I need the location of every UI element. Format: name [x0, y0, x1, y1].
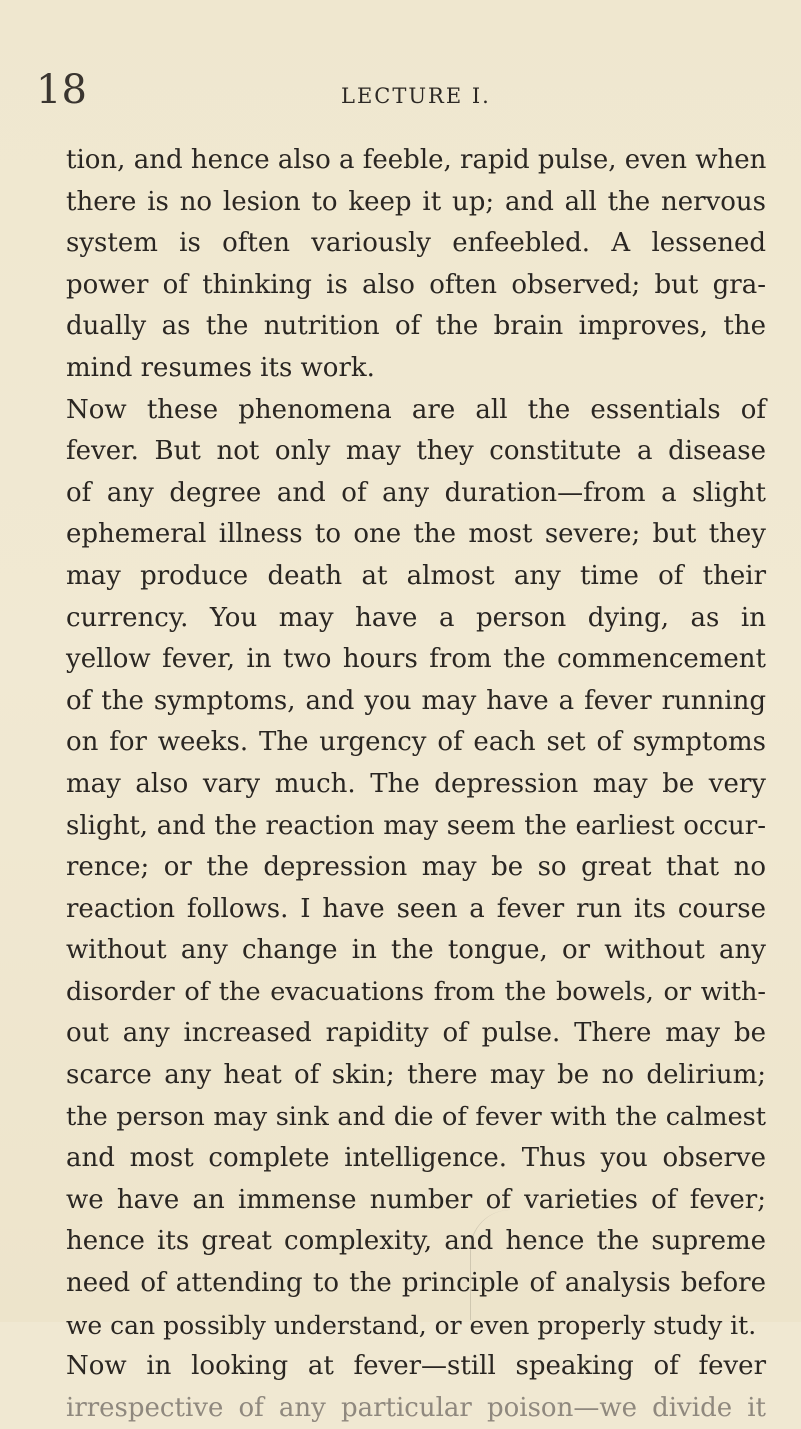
text-line: tion, and hence also a feeble, rapid pulse, even when [66, 145, 767, 175]
text-line: rence; or the depression may be so great that no [66, 852, 766, 883]
text-line: on for weeks. The urgency of each set of symptoms [66, 727, 766, 758]
text-line: out any increased rapidity of pulse. There may be [66, 1018, 766, 1049]
running-head [36, 67, 776, 113]
text-line: slight, and the reaction may seem the earliest occur- [66, 810, 766, 841]
page-number: 18 [36, 67, 87, 113]
text-line: irrespective of any particular poison—we divide it [66, 1392, 766, 1423]
text-line: we have an immense number of varieties of fever; [66, 1184, 766, 1215]
text-line: currency. You may have a person dying, as in [66, 602, 766, 633]
text-line: hence its great complexity, and hence the supreme [66, 1226, 766, 1257]
text-line: reaction follows. I have seen a fever run its course [66, 893, 766, 924]
text-line: scarce any heat of skin; there may be no delirium; [66, 1060, 766, 1091]
text-line: may produce death at almost any time of their [66, 560, 766, 591]
text-line: dually as the nutrition of the brain improves, the [66, 311, 766, 342]
text-line: yellow fever, in two hours from the commencement [66, 644, 766, 675]
text-line: without any change in the tongue, or without any [66, 935, 766, 966]
text-line: there is no lesion to keep it up; and all the nervous [66, 186, 766, 217]
paper-crease [470, 1210, 561, 1320]
text-line: mind resumes its work. [66, 352, 375, 383]
running-title: LECTURE I. [341, 84, 491, 108]
text-line: the person may sink and die of fever with the calmest [66, 1101, 766, 1132]
text-line: of the symptoms, and you may have a fever running [66, 685, 766, 716]
text-line: disorder of the evacuations from the bowels, or with- [66, 976, 766, 1007]
text-line: ephemeral illness to one the most severe; but they [66, 519, 766, 550]
text-line: fever. But not only may they constitute a disease [66, 436, 766, 467]
text-line: system is often variously enfeebled. A lessened [66, 228, 766, 259]
body-text [66, 140, 766, 1429]
text-line: and most complete intelligence. Thus you observe [66, 1143, 766, 1174]
text-line: power of thinking is also often observed; but gra- [66, 269, 766, 300]
text-line: we can possibly understand, or even properly study it. [66, 1310, 757, 1340]
text-line: of any degree and of any duration—from a slight [66, 477, 766, 508]
text-line: Now these phenomena are all the essentials of [66, 394, 766, 425]
text-line: Now in looking at fever—still speaking of fever [66, 1351, 766, 1382]
text-line: may also vary much. The depression may be very [66, 768, 766, 799]
text-line: need of attending to the principle of analysis before [66, 1268, 766, 1299]
